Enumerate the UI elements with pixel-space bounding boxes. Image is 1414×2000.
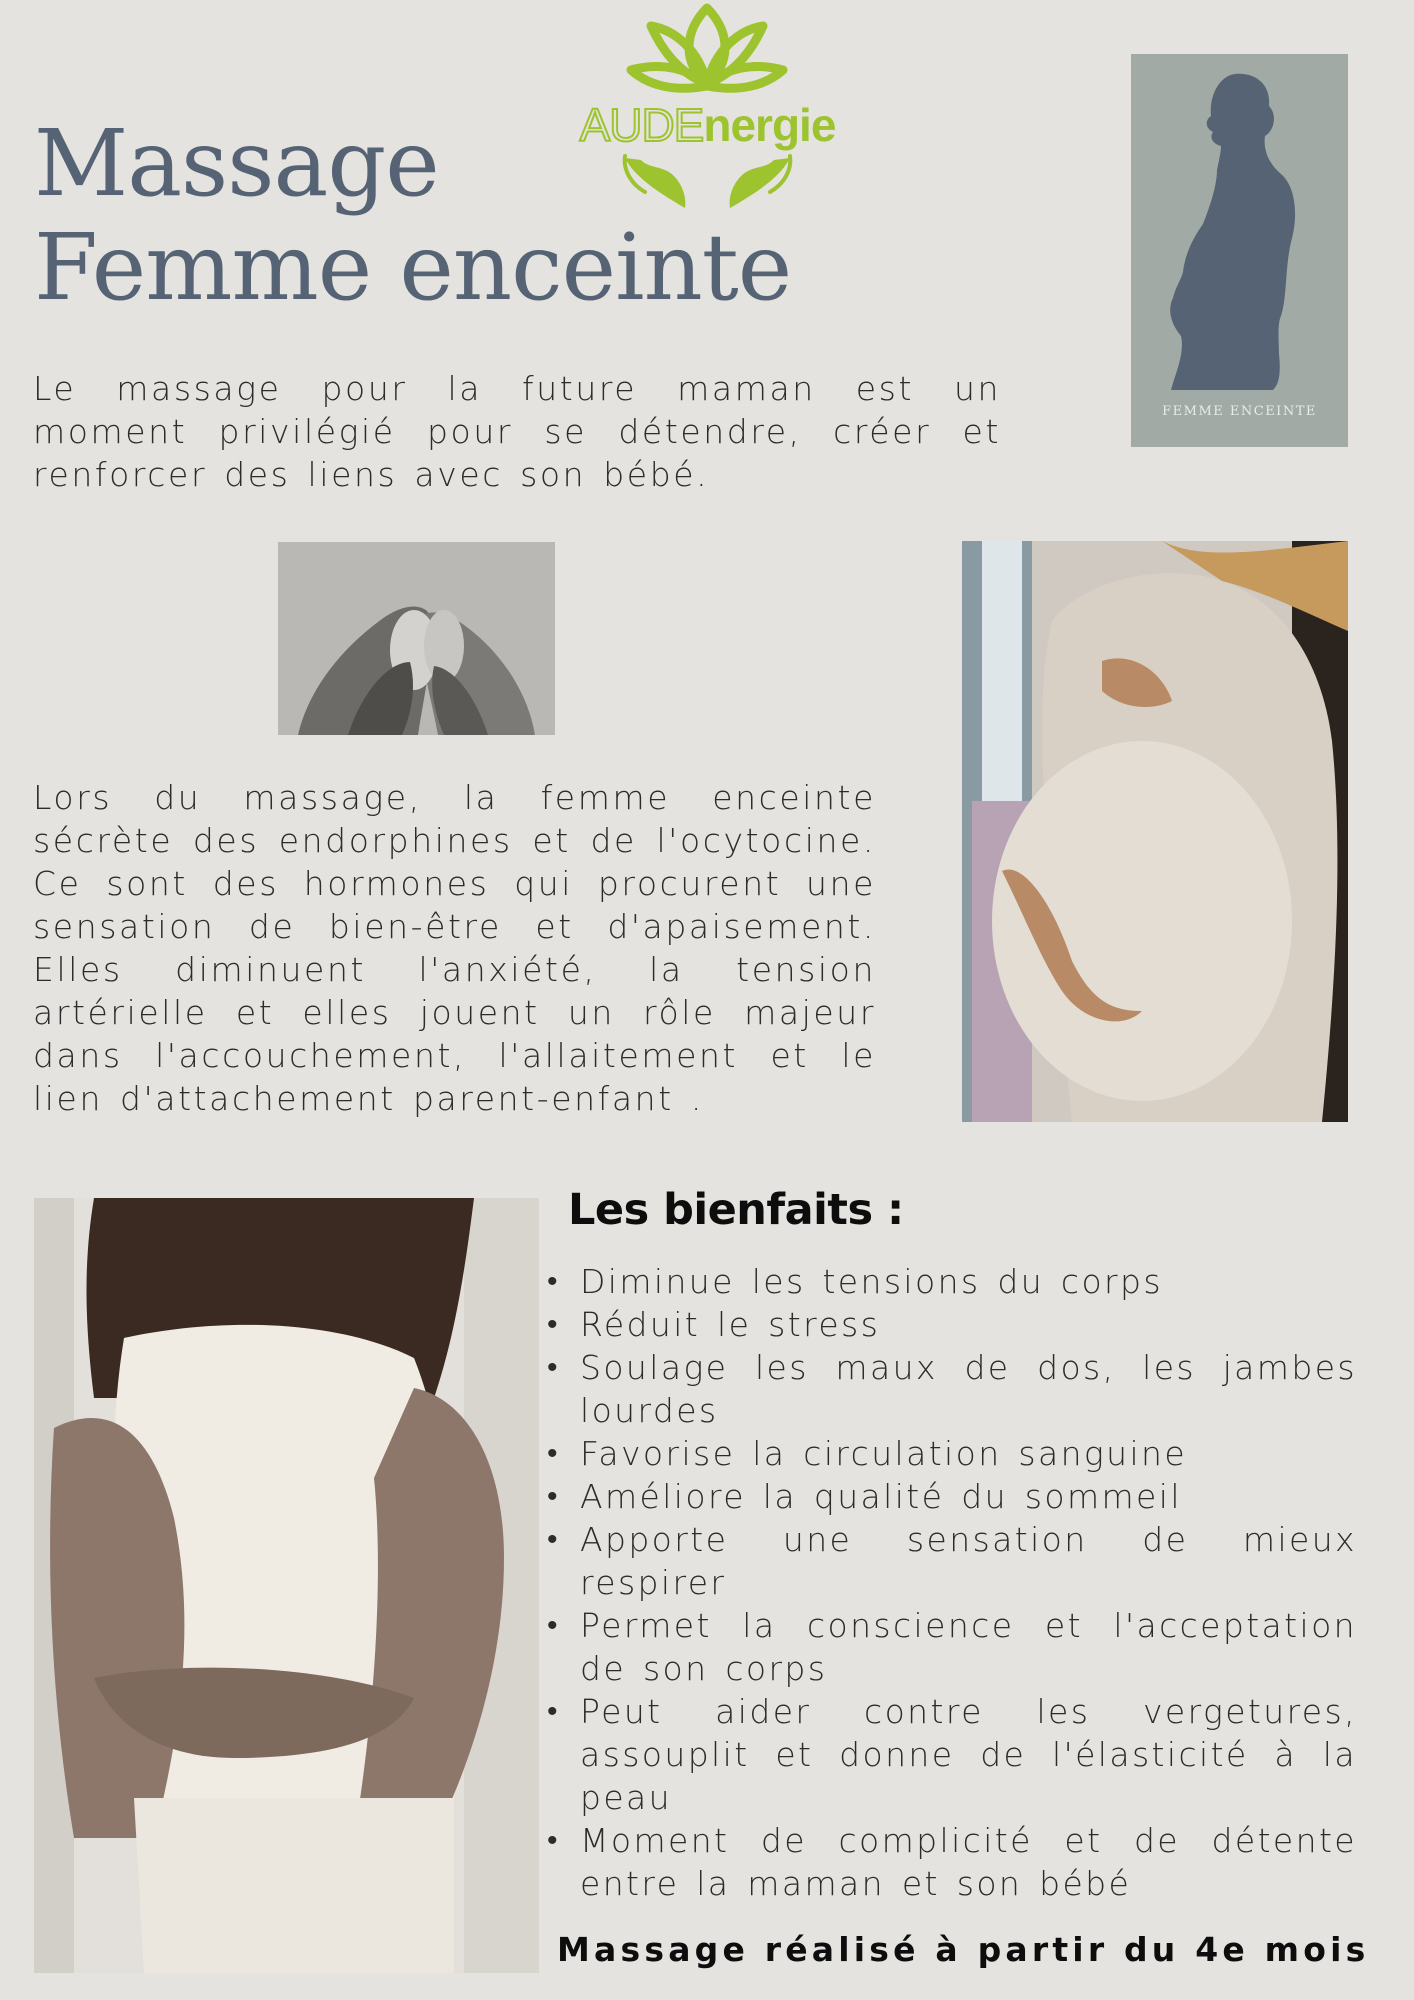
pregnant-silhouette-image [1131,54,1348,447]
title-line-1: Massage [34,110,439,217]
pregnant-silhouette-icon [1131,54,1348,447]
intro-paragraph: Le massage pour la future maman est un moment privilégié pour se détendre, créer et renforcer des liens avec son bébé. [33,369,1001,494]
cardigan-photo-icon [34,1198,539,1973]
pregnant-woman-cardigan-photo [34,1198,539,1973]
benefit-item: • Apporte une sensation de mieux respirer [547,1518,1357,1604]
hands-holding-baby-feet-image [278,542,555,735]
logo-wordmark-outline: AUDE [579,99,704,151]
belly-photo-icon [962,541,1348,1122]
hormones-paragraph: Lors du massage, la femme enceinte sécrète des endorphines et de l'ocytocine. Ce sont des hormones qui procurent une sensation de bien-être et d'apaisement. Elles diminuent l'anxiété, la tension artérielle et elles jouent un rôle majeur dans l'accouchement, l'allaitement et le lien d'attachement parent-enfant . [33,778,876,1118]
benefit-item: • Réduit le stress [547,1303,1357,1346]
benefit-item: • Soulage les maux de dos, les jambes lourdes [547,1346,1357,1432]
hands-photo-icon [278,542,555,735]
logo-wordmark [565,98,850,152]
pregnant-belly-photo [962,541,1348,1122]
start-month-note: Massage réalisé à partir du 4e mois [557,1930,1370,1969]
benefit-item: • Améliore la qualité du sommeil [547,1475,1357,1518]
logo-wordmark-solid: nergie [703,99,836,151]
benefit-item: • Moment de complicité et de détente entre la maman et son bébé [547,1819,1357,1905]
title-line-2: Femme enceinte [34,214,792,321]
benefit-item: • Permet la conscience et l'acceptation de son corps [547,1604,1357,1690]
benefit-item: • Favorise la circulation sanguine [547,1432,1357,1475]
benefits-title: Les bienfaits : [568,1185,904,1235]
benefits-list [547,1260,1357,1905]
silhouette-caption: FEMME ENCEINTE [1162,404,1317,419]
benefit-item: • Diminue les tensions du corps [547,1260,1357,1303]
benefit-item: • Peut aider contre les vergetures, assouplit et donne de l'élasticité à la peau [547,1690,1357,1819]
audenergie-logo [565,0,850,220]
